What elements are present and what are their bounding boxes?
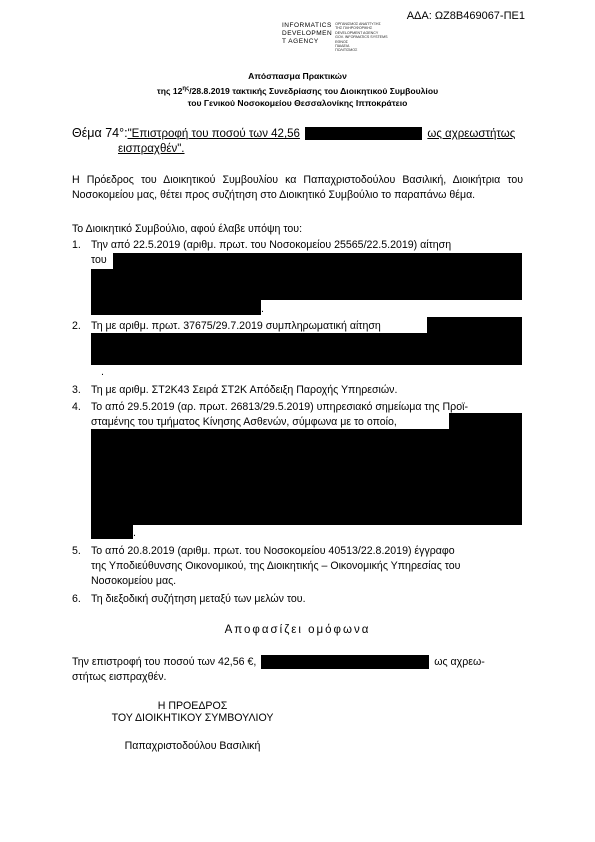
item-4-line2: σταμένης του τμήματος Κίνησης Ασθενών, σύμφωνα με το οποίο, (91, 416, 397, 428)
logo-english-text: INFORMATICS DEVELOPMEN T AGENCY (282, 22, 333, 45)
redaction (427, 317, 522, 333)
redaction (113, 253, 522, 269)
header-title: Απόσπασμα Πρακτικών (248, 71, 347, 81)
item-5-line1: Το από 20.8.2019 (αριθμ. πρωτ. του Νοσοκομείου 40513/22.8.2019) έγγραφο (91, 545, 455, 557)
topic: Θέμα 74°:"Επιστροφή του ποσού των 42,56 ως αχρεωστήτως εισπραχθέν". (72, 126, 516, 155)
decision-heading: Αποφασίζει ομόφωνα (224, 624, 371, 636)
item-5-line2: της Υποδιεύθυνσης Οικονομικού, της Διοικητικής – Οικονομικής Υπηρεσίας του (91, 560, 461, 572)
minutes-header (0, 70, 595, 109)
signature-board: ΤΟΥ ΔΙΟΙΚΗΤΙΚΟΥ ΣΥΜΒΟΥΛΙΟΥ (111, 712, 274, 724)
item-number: 4. (72, 401, 81, 413)
redaction (449, 413, 522, 429)
signature-name: Παπαχριστοδούλου Βασιλική (124, 740, 261, 752)
item-3-line1: Τη με αριθμ. ΣΤ2Κ43 Σειρά ΣΤ2Κ Απόδειξη Παροχής Υπηρεσιών. (91, 384, 398, 396)
item-number: 6. (72, 593, 81, 605)
informatics-agency-logo (282, 22, 387, 53)
header-session: της $12^{\eta\varsigma}/28.8.2019$ τακτικής Συνεδρίασης του Διοικητικού Συμβουλίου (156, 85, 439, 96)
header-hospital: του Γενικού Νοσοκομείου Θεσσαλονίκης Ιπποκράτειο (187, 97, 408, 108)
redaction (305, 127, 422, 140)
redaction (91, 333, 522, 365)
ada-code: ΑΔΑ: ΩΖ8Β469067-ΠΕ1 (406, 10, 525, 22)
resolution: Την επιστροφή του ποσού των 42,56 €, ως αχρεω- (72, 656, 485, 668)
redaction (91, 300, 261, 315)
item-number: 2. (72, 320, 81, 332)
item-5-line3: Νοσοκομείου μας. (91, 575, 177, 587)
logo-greek-text: ΟΡΓΑΝΙΣΜΟΣ ΑΝΑΠΤΥΞΗΣ ΤΗΣ ΠΛΗΡΟΦΟΡΙΚΗΣ DEVELOPMENT AGENCY GOV. INFORMATICS SYSTEMS ΕΘΝΟΣ ΠΑΙΔΕΙΑ ΠΟΛΙΤΙΣΜΟΣ (335, 22, 388, 53)
item-number: 5. (72, 545, 81, 557)
redaction (261, 655, 429, 669)
item-2-line1: Τη με αριθμ. πρωτ. 37675/29.7.2019 συμπληρωματική αίτηση (91, 320, 381, 332)
topic-text: "Επιστροφή του ποσού των 42,56 (127, 128, 300, 140)
redaction (91, 525, 133, 539)
signature-block (90, 700, 295, 752)
item-6-line1: Τη διεξοδική συζήτηση μεταξύ των μελών του. (91, 593, 306, 605)
intro-paragraph: Η Πρόεδρος του Διοικητικού Συμβουλίου κα Παπαχριστοδούλου Βασιλική, Διοικήτρια του Νοσοκομείου μας, θέτει προς συζήτηση στο Διοικητικό Συμβούλιο το παραπάνω θέμα. (72, 174, 523, 201)
item-4-line1: Το από 29.5.2019 (αρ. πρωτ. 26813/29.5.2019) υπηρεσιακό σημείωμα της Προϊ- (91, 401, 468, 413)
item-1-line2: του (91, 254, 107, 266)
item-number: 1. (72, 239, 81, 251)
topic-label: Θέμα 74°: (72, 126, 128, 140)
redaction (91, 429, 522, 525)
item-1-line1: Την από 22.5.2019 (αριθμ. πρωτ. του Νοσοκομείου 25565/22.5.2019) αίτηση (91, 239, 452, 251)
signature-title: Η ΠΡΟΕΔΡΟΣ (157, 700, 228, 712)
redaction (91, 269, 522, 300)
board-considered: Το Διοικητικό Συμβούλιο, αφού έλαβε υπόψη του: (72, 223, 303, 235)
item-number: 3. (72, 384, 81, 396)
